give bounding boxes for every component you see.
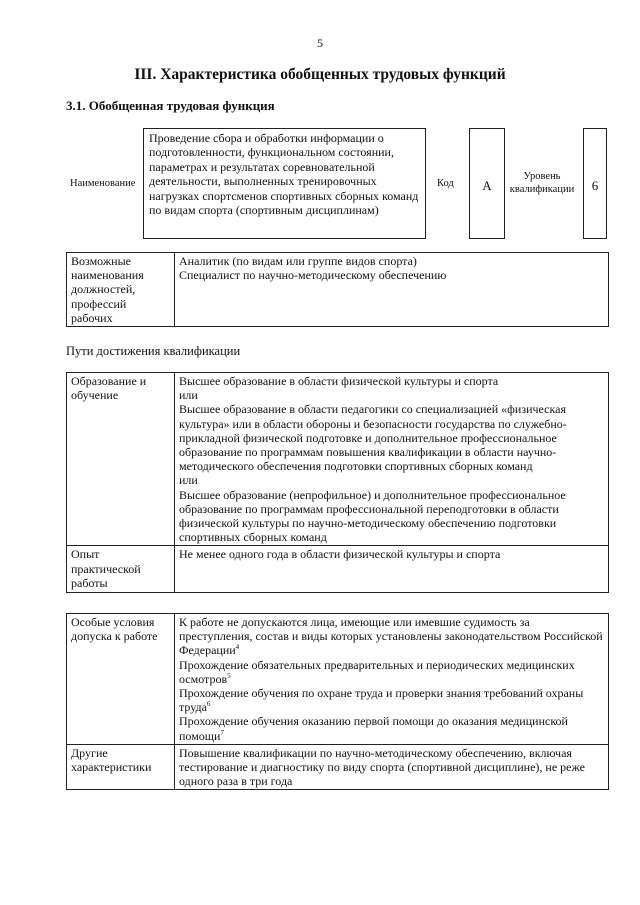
other-value: Повышение квалификации по научно-методическому обеспечению, включая тестирование и диагностику по виду спорта (спортивной дисциплине), не реже одного раза в три года (175, 744, 609, 790)
condition-item: Прохождение обучения оказанию первой помощи до оказания медицинской помощи$^7$ (179, 714, 568, 743)
code-value: А (482, 178, 492, 193)
education-line: Высшее образование в области физической культуры и спорта (179, 374, 499, 388)
section-title: III. Характеристика обобщенных трудовых функций (134, 66, 506, 83)
table-row (67, 614, 609, 745)
special-conditions-values (175, 614, 609, 745)
table-row (67, 744, 609, 790)
education-table (66, 372, 609, 593)
position-item: Специалист по научно-методическому обеспечению (179, 268, 447, 283)
education-label: Образование и обучение (67, 373, 175, 546)
paths-title: Пути достижения квалификации (66, 344, 241, 358)
function-name-box (143, 128, 426, 239)
level-value: 6 (591, 178, 599, 193)
positions-table (66, 252, 609, 327)
condition-item: К работе не допускаются лица, имеющие или имевшие судимость за преступления, состав и виды которых установлены законодательством Российской Федерации$^4$ (179, 615, 603, 658)
table-row (67, 253, 609, 327)
positions-values (175, 253, 609, 327)
conditions-table (66, 613, 609, 790)
code-box (469, 128, 505, 239)
other-label: Другие характеристики (67, 744, 175, 790)
position-item: Аналитик (по видам или группе видов спорта) (179, 254, 417, 268)
level-box (583, 128, 607, 239)
level-label: Уровень квалификации (509, 171, 575, 195)
footnote-ref: 6 (206, 700, 211, 709)
education-values (175, 373, 609, 546)
condition-item: Прохождение обязательных предварительных и периодических медицинских осмотров$^5$ (179, 657, 575, 686)
footnote-ref: 5 (227, 671, 231, 680)
experience-label: Опыт практической работы (67, 546, 175, 593)
education-line: или (179, 473, 198, 488)
education-line: или (179, 388, 198, 403)
table-row (67, 373, 609, 546)
condition-item: Прохождение обучения по охране труда и проверки знания требований охраны труда$^6$ (179, 686, 584, 715)
positions-label: Возможные наименования должностей, профессий рабочих (67, 253, 175, 327)
subsection-title: 3.1. Обобщенная трудовая функция (66, 98, 275, 113)
function-name-value: Проведение сбора и обработки информации о подготовленности, функциональном состоянии, параметрах и результатах соревновательной деятельности, выполненных тренировочных нагрузках спортсменов спортивных сборных команд по видам спорта (спортивным дисциплинам) (149, 131, 419, 218)
education-line: Высшее образование в области педагогики со специализацией «физическая культура» или в области обороны и безопасности государства по служебно-прикладной физической подготовке и дополнительное профессиональное образование по программам повышения квалификации в области научно-методического обеспечения подготовки спортивных сборных команд (179, 402, 567, 474)
experience-value: Не менее одного года в области физической культуры и спорта (175, 546, 609, 593)
footnote-ref: 7 (220, 728, 224, 737)
name-label: Наименование (70, 178, 136, 189)
code-label: Код (437, 178, 454, 189)
table-row (67, 546, 609, 593)
page-number: 5 (317, 36, 323, 50)
special-conditions-label: Особые условия допуска к работе (67, 614, 175, 745)
footnote-ref: 4 (235, 643, 240, 652)
education-line: Высшее образование (непрофильное) и дополнительное профессиональное образование по программам профессиональной переподготовки в области физической культуры по научно-методическому обеспечению подготовки спортивных сборных команд (179, 487, 566, 545)
